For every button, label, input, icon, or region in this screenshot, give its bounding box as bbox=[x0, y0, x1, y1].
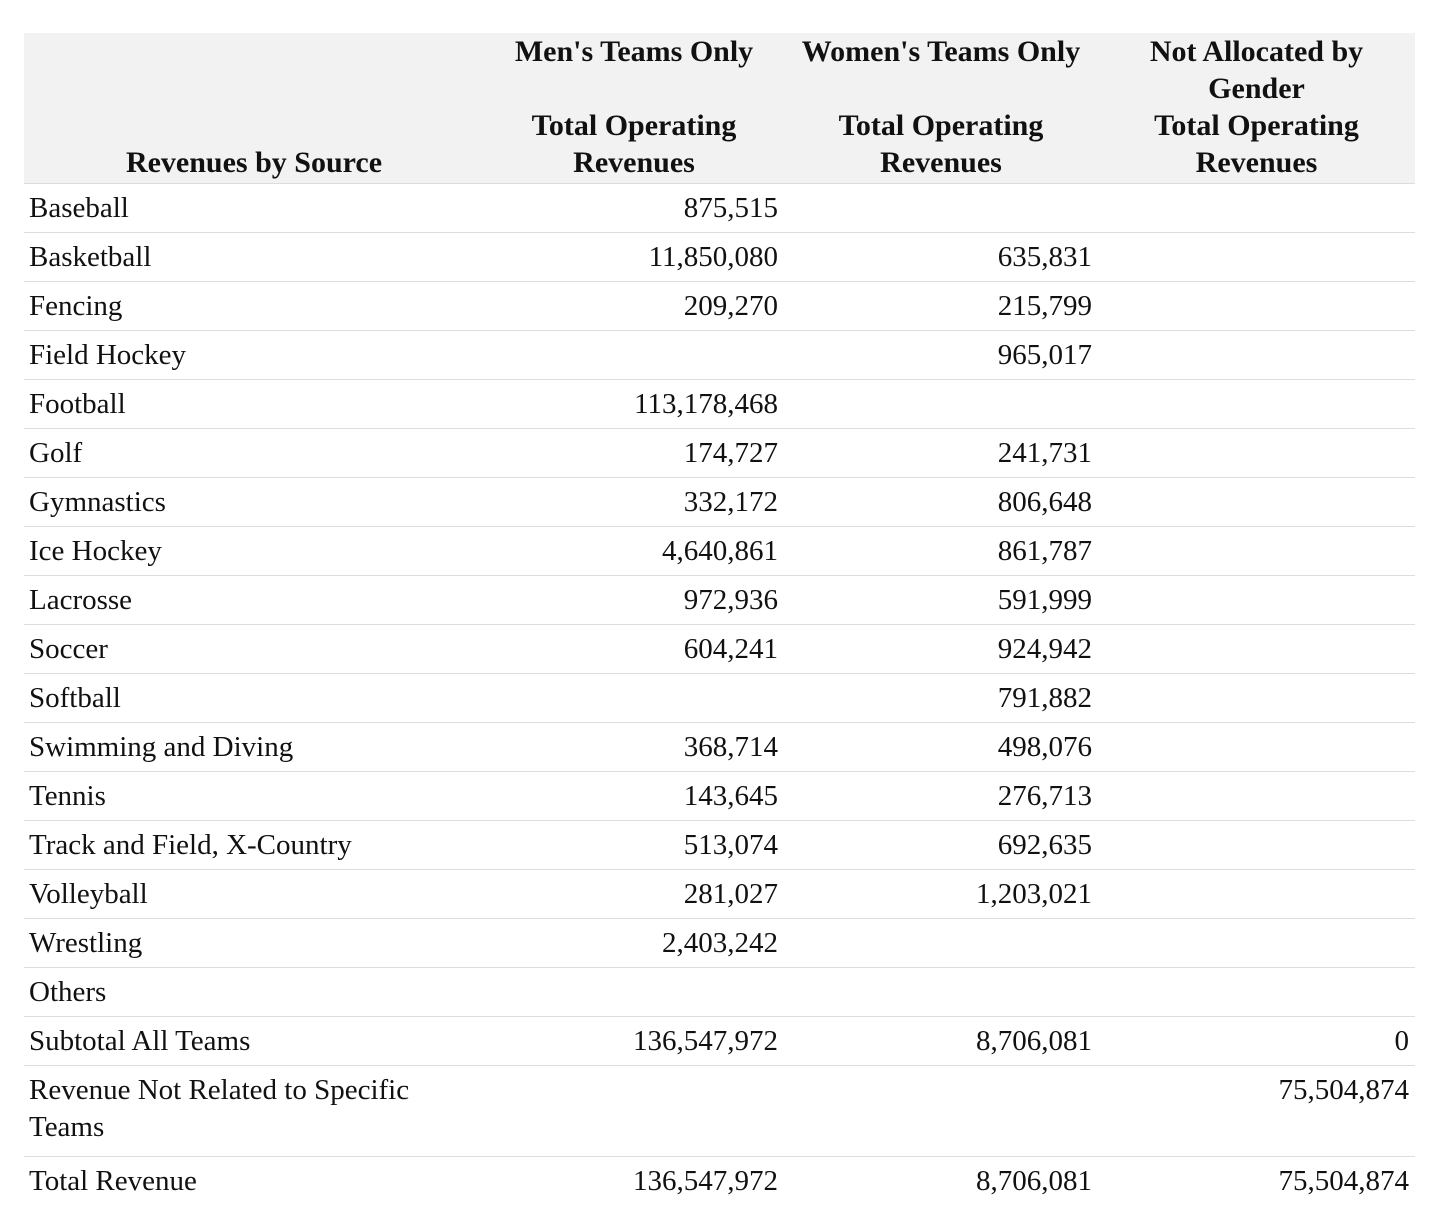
row-label: Golf bbox=[24, 429, 484, 478]
womens-revenue-cell: 965,017 bbox=[784, 331, 1098, 380]
unallocated-revenue-cell: 75,504,874 bbox=[1098, 1066, 1415, 1157]
table-row bbox=[24, 1066, 1415, 1157]
unallocated-revenue-cell bbox=[1098, 184, 1415, 233]
row-label: Gymnastics bbox=[24, 478, 484, 527]
unallocated-revenue-cell bbox=[1098, 919, 1415, 968]
header-sub-label: Total Operating Revenues bbox=[838, 109, 1044, 179]
mens-revenue-cell: 209,270 bbox=[484, 282, 784, 331]
table-row bbox=[24, 919, 1415, 968]
table-row bbox=[24, 625, 1415, 674]
header-label: Revenues by Source bbox=[125, 146, 383, 179]
mens-revenue-cell: 281,027 bbox=[484, 870, 784, 919]
mens-revenue-cell: 332,172 bbox=[484, 478, 784, 527]
mens-revenue-cell: 4,640,861 bbox=[484, 527, 784, 576]
row-label: Others bbox=[24, 968, 484, 1017]
header-spacer bbox=[488, 70, 780, 107]
mens-revenue-cell: 136,547,972 bbox=[484, 1017, 784, 1066]
womens-revenue-cell: 591,999 bbox=[784, 576, 1098, 625]
row-label: Tennis bbox=[24, 772, 484, 821]
row-label: Track and Field, X-Country bbox=[24, 821, 484, 870]
unallocated-revenue-cell bbox=[1098, 380, 1415, 429]
header-mens-teams bbox=[484, 33, 784, 184]
table-body bbox=[24, 184, 1415, 1206]
header-not-allocated bbox=[1098, 33, 1415, 184]
table-row bbox=[24, 331, 1415, 380]
womens-revenue-cell: 276,713 bbox=[784, 772, 1098, 821]
row-label: Ice Hockey bbox=[24, 527, 484, 576]
table-row bbox=[24, 429, 1415, 478]
womens-revenue-cell: 241,731 bbox=[784, 429, 1098, 478]
row-label: Lacrosse bbox=[24, 576, 484, 625]
row-label: Field Hockey bbox=[24, 331, 484, 380]
table-row bbox=[24, 282, 1415, 331]
header-spacer bbox=[788, 70, 1094, 107]
mens-revenue-cell: 136,547,972 bbox=[633, 1164, 778, 1197]
mens-revenue-cell: 11,850,080 bbox=[484, 233, 784, 282]
womens-revenue-cell: 692,635 bbox=[784, 821, 1098, 870]
womens-revenue-cell bbox=[784, 968, 1098, 1017]
unallocated-revenue-cell bbox=[1098, 821, 1415, 870]
row-label: Wrestling bbox=[24, 919, 484, 968]
mens-revenue-cell: 143,645 bbox=[484, 772, 784, 821]
unallocated-revenue-cell bbox=[1098, 282, 1415, 331]
table-row bbox=[24, 821, 1415, 870]
womens-revenue-cell: 8,706,081 bbox=[976, 1164, 1092, 1197]
row-label: Fencing bbox=[24, 282, 484, 331]
table-row bbox=[24, 1017, 1415, 1066]
header-sub-label: Total Operating Revenues bbox=[1154, 109, 1359, 179]
unallocated-revenue-cell bbox=[1098, 968, 1415, 1017]
unallocated-revenue-cell bbox=[1098, 674, 1415, 723]
unallocated-revenue-cell: 75,504,874 bbox=[1278, 1164, 1409, 1197]
header-group-label: Women's Teams Only bbox=[801, 35, 1081, 68]
table-row bbox=[24, 478, 1415, 527]
header-sub-label: Total Operating Revenues bbox=[531, 109, 737, 179]
table-row bbox=[24, 1157, 1415, 1206]
unallocated-revenue-cell bbox=[1098, 625, 1415, 674]
unallocated-revenue-cell bbox=[1098, 870, 1415, 919]
row-label: Basketball bbox=[24, 233, 484, 282]
revenue-table-container bbox=[24, 33, 1415, 1205]
row-label: Football bbox=[24, 380, 484, 429]
unallocated-revenue-cell bbox=[1098, 429, 1415, 478]
mens-revenue-cell: 2,403,242 bbox=[484, 919, 784, 968]
table-row bbox=[24, 772, 1415, 821]
unallocated-revenue-cell bbox=[1098, 723, 1415, 772]
mens-revenue-cell: 604,241 bbox=[484, 625, 784, 674]
header-group-label: Not Allocated by Gender bbox=[1149, 35, 1364, 105]
row-label: Total Revenue bbox=[29, 1164, 197, 1197]
row-label: Soccer bbox=[24, 625, 484, 674]
womens-revenue-cell: 215,799 bbox=[784, 282, 1098, 331]
womens-revenue-cell: 806,648 bbox=[784, 478, 1098, 527]
mens-revenue-cell: 513,074 bbox=[484, 821, 784, 870]
unallocated-revenue-cell bbox=[1098, 233, 1415, 282]
row-label: Revenue Not Related to Specific Teams bbox=[24, 1066, 484, 1157]
womens-revenue-cell bbox=[784, 184, 1098, 233]
table-row bbox=[24, 380, 1415, 429]
row-label: Swimming and Diving bbox=[24, 723, 484, 772]
womens-revenue-cell: 635,831 bbox=[784, 233, 1098, 282]
unallocated-revenue-cell bbox=[1098, 527, 1415, 576]
table-row bbox=[24, 527, 1415, 576]
row-label: Baseball bbox=[24, 184, 484, 233]
womens-revenue-cell: 791,882 bbox=[784, 674, 1098, 723]
header-revenues-by-source bbox=[24, 33, 484, 184]
womens-revenue-cell bbox=[784, 919, 1098, 968]
table-row bbox=[24, 576, 1415, 625]
mens-revenue-cell: 875,515 bbox=[484, 184, 784, 233]
unallocated-revenue-cell bbox=[1098, 772, 1415, 821]
unallocated-revenue-cell: 0 bbox=[1098, 1017, 1415, 1066]
row-label: Subtotal All Teams bbox=[24, 1017, 484, 1066]
row-label: Volleyball bbox=[24, 870, 484, 919]
mens-revenue-cell bbox=[484, 674, 784, 723]
mens-revenue-cell: 368,714 bbox=[484, 723, 784, 772]
unallocated-revenue-cell bbox=[1098, 478, 1415, 527]
womens-revenue-cell: 861,787 bbox=[784, 527, 1098, 576]
table-row bbox=[24, 674, 1415, 723]
mens-revenue-cell bbox=[484, 331, 784, 380]
womens-revenue-cell bbox=[784, 380, 1098, 429]
table-row bbox=[24, 184, 1415, 233]
womens-revenue-cell: 924,942 bbox=[784, 625, 1098, 674]
womens-revenue-cell: 1,203,021 bbox=[784, 870, 1098, 919]
revenue-table bbox=[24, 33, 1415, 1205]
row-label: Softball bbox=[24, 674, 484, 723]
mens-revenue-cell bbox=[484, 968, 784, 1017]
table-row bbox=[24, 723, 1415, 772]
table-row bbox=[24, 968, 1415, 1017]
mens-revenue-cell: 972,936 bbox=[484, 576, 784, 625]
mens-revenue-cell: 113,178,468 bbox=[484, 380, 784, 429]
womens-revenue-cell: 498,076 bbox=[784, 723, 1098, 772]
table-row bbox=[24, 233, 1415, 282]
unallocated-revenue-cell bbox=[1098, 331, 1415, 380]
table-row bbox=[24, 870, 1415, 919]
mens-revenue-cell: 174,727 bbox=[484, 429, 784, 478]
header-row bbox=[24, 33, 1415, 184]
header-group-label: Men's Teams Only bbox=[514, 35, 754, 68]
header-womens-teams bbox=[784, 33, 1098, 184]
mens-revenue-cell bbox=[484, 1066, 784, 1157]
table-header bbox=[24, 33, 1415, 184]
womens-revenue-cell bbox=[784, 1066, 1098, 1157]
womens-revenue-cell: 8,706,081 bbox=[784, 1017, 1098, 1066]
unallocated-revenue-cell bbox=[1098, 576, 1415, 625]
